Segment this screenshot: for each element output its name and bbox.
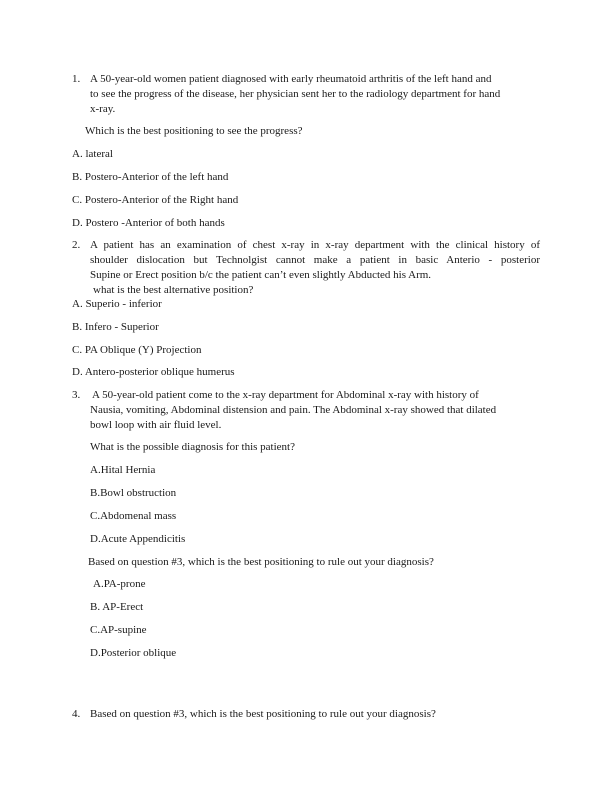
q3-number: 3.: [72, 389, 81, 401]
q1-option-a: A. lateral: [72, 148, 113, 160]
q2-option-c: C. PA Oblique (Y) Projection: [72, 344, 202, 356]
q3-option-b: B.Bowl obstruction: [90, 487, 177, 499]
q4-number: 4.: [72, 708, 81, 720]
q1-stem-line-2: to see the progress of the disease, her physician sent her to the radiology department for hand: [90, 88, 501, 100]
q2-stem-line-1: A patient has an examination of chest x-ray in x-ray department with the clinical history of: [90, 239, 540, 251]
q2-option-b: B. Infero - Superior: [72, 321, 159, 333]
q3-followup-option-d: D.Posterior oblique: [90, 647, 177, 659]
q3-stem-line-3: bowl loop with air fluid level.: [90, 419, 222, 431]
q3-stem-line-1: A 50-year-old patient come to the x-ray department for Abdominal x-ray with history of: [92, 389, 479, 401]
q3-followup-option-a: A.PA-prone: [93, 578, 146, 590]
q3-option-c: C.Abdomenal mass: [90, 510, 177, 522]
q3-followup-option-c: C.AP-supine: [90, 624, 147, 636]
q3-stem-line-2: Nausia, vomiting, Abdominal distension and pain. The Abdominal x-ray showed that dilated: [90, 404, 497, 416]
q3-option-a: A.Hital Hernia: [90, 464, 156, 476]
q3-followup-option-b: B. AP-Erect: [90, 601, 144, 613]
q1-option-b: B. Postero-Anterior of the left hand: [72, 171, 229, 183]
q1-option-c: C. Postero-Anterior of the Right hand: [72, 194, 239, 206]
q2-option-a: A. Superio - inferior: [72, 298, 162, 310]
q1-stem-line-3: x-ray.: [90, 103, 116, 115]
q1-number: 1.: [72, 73, 81, 85]
q2-option-d: D. Antero-posterior oblique humerus: [72, 366, 235, 378]
q4-question: Based on question #3, which is the best positioning to rule out your diagnosis?: [90, 708, 436, 720]
q2-stem-line-3: Supine or Erect position b/c the patient can’t even slightly Abducted his Arm.: [90, 269, 432, 281]
q2-question: what is the best alternative position?: [93, 284, 254, 296]
q3-followup-question: Based on question #3, which is the best positioning to rule out your diagnosis?: [88, 556, 434, 568]
q2-stem-line-2: shoulder dislocation but Technolgist cannot make a patient in basic Anterio - posterior: [90, 254, 540, 266]
q1-option-d: D. Postero -Anterior of both hands: [72, 217, 225, 229]
q3-question: What is the possible diagnosis for this patient?: [90, 441, 295, 453]
q1-stem-line-1: A 50-year-old women patient diagnosed with early rheumatoid arthritis of the left hand and: [90, 73, 492, 85]
q3-option-d: D.Acute Appendicitis: [90, 533, 186, 545]
q2-number: 2.: [72, 239, 81, 251]
q1-question: Which is the best positioning to see the progress?: [85, 125, 303, 137]
